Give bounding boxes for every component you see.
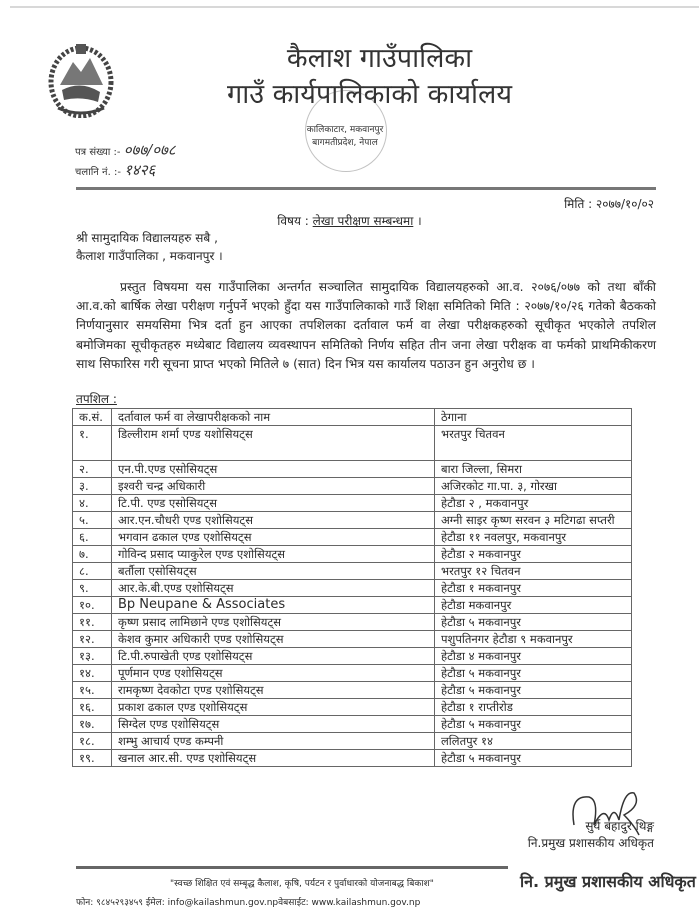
table-row <box>73 631 632 648</box>
cell-address: हेटौडा ५ मकवानपुर <box>435 682 632 699</box>
cell-address: हेटौडा ५ मकवानपुर <box>435 665 632 682</box>
letter-date: मिति : २०७७/१०/०२ <box>564 197 654 211</box>
table-row <box>73 426 632 461</box>
cell-sn: ६. <box>73 529 112 546</box>
subject-end: । <box>417 214 422 228</box>
cell-firm-name: गोविन्द प्रसाद प्याकुरेल एण्ड एशोसियट्स <box>112 546 435 563</box>
cell-sn: ९. <box>73 580 112 597</box>
table-row <box>73 512 632 529</box>
cell-address: अग्नी साइर कृष्ण सरवन ३ मटिगढा सप्तरी <box>435 512 632 529</box>
cell-firm-name: Bp Neupane & Associates <box>112 597 435 614</box>
cell-sn: १८. <box>73 733 112 750</box>
cell-address: हेटौडा २ , मकवानपुर <box>435 495 632 512</box>
cell-firm-name: शम्भु आचार्य एण्ड कम्पनी <box>112 733 435 750</box>
cell-firm-name: बर्तौला एसोसियट्स <box>112 563 435 580</box>
cell-address: पशुपतिनगर हेटौडा ९ मकवानपुर <box>435 631 632 648</box>
letter-number <box>75 140 176 160</box>
dispatch-number-value: १४२६ <box>124 161 156 179</box>
officer-seal-stamp: नि. प्रमुख प्रशासकीय अधिकृत <box>520 872 696 891</box>
table-row <box>73 580 632 597</box>
subject-line <box>0 212 699 229</box>
table-row <box>73 563 632 580</box>
cell-sn: ३. <box>73 478 112 495</box>
table-row <box>73 733 632 750</box>
cell-firm-name: केशव कुमार अधिकारी एण्ड एशोसियट्स <box>112 631 435 648</box>
cell-sn: १२. <box>73 631 112 648</box>
table-row <box>73 699 632 716</box>
cell-firm-name: कृष्ण प्रसाद लामिछाने एण्ड एशोसियट्स <box>112 614 435 631</box>
cell-address: हेटौडा मकवानपुर <box>435 597 632 614</box>
header-address: ठेगाना <box>435 409 632 426</box>
cell-address: ललितपुर १४ <box>435 733 632 750</box>
cell-firm-name: टि.पी. एण्ड एसोसियट्स <box>112 495 435 512</box>
subject-text: लेखा परीक्षण सम्बन्धमा <box>312 214 414 228</box>
office-address <box>290 124 400 150</box>
table-row <box>73 682 632 699</box>
signatory-block <box>528 818 654 852</box>
cell-firm-name: भगवान ढकाल एण्ड एशोसियट्स <box>112 529 435 546</box>
cell-address: हेटौडा २ मकवानपुर <box>435 546 632 563</box>
body-paragraph: प्रस्तुत विषयमा यस गाउँपालिका अन्तर्गत सञ्चालित सामुदायिक विद्यालयहरुको आ.व. २०७६/०७७ को तथा बाँकी आ.व.को बार्षिक लेखा परीक्षण गर्नुपर्ने भएको हुँदा यस गाउँपालिकाको गाउँ शिक्षा समितिको मिति : २०७७/१०/२६ गतेको बैठकको निर्णयानुसार समयसिमा भित्र दर्ता हुन आएका तपशिलका दर्तावाल फर्म वा लेखा परीक्षकहरुको सूचीकृत भएकोले तपशिल बमोजिमका सूचीकृतहरु मध्येबाट विद्यालय व्यवस्थापन समितिको निर्णय सहित तीन जना लेखा परीक्षक वा फर्मको प्राथमिकीकरण साथ सिफारिस गरी सूचना प्राप्त भएको मितिले ७ (सात) दिन भित्र यस कार्यालय पठाउन हुन अनुरोध छ । <box>76 280 656 371</box>
cell-address: बारा जिल्ला, सिमरा <box>435 461 632 478</box>
cell-address: हेटौडा १ मकवानपुर <box>435 580 632 597</box>
table-row <box>73 529 632 546</box>
cell-sn: १९. <box>73 750 112 767</box>
cell-sn: ७. <box>73 546 112 563</box>
cell-address: भरतपुर १२ चितवन <box>435 563 632 580</box>
letter-number-label: पत्र संख्या :- <box>75 147 121 158</box>
table-row <box>73 597 632 614</box>
cell-address: अजिरकोट गा.पा. ३, गोरखा <box>435 478 632 495</box>
dispatch-number <box>75 160 155 180</box>
dispatch-number-label: चलानि नं. :- <box>75 167 121 178</box>
cell-address: हेटौडा ५ मकवानपुर <box>435 716 632 733</box>
table-row <box>73 495 632 512</box>
cell-address: हेटौडा ५ मकवानपुर <box>435 750 632 767</box>
table-row <box>73 750 632 767</box>
cell-firm-name: टि.पी.रुपाखेती एण्ड एशोसियट्स <box>112 648 435 665</box>
cell-firm-name: खनाल आर.सी. एण्ड एशोसियट्स <box>112 750 435 767</box>
org-title: कैलाश गाउँपालिका <box>286 43 473 74</box>
cell-firm-name: प्रकाश ढकाल एण्ड एशोसियट्स <box>112 699 435 716</box>
addressee-line2: कैलाश गाउँपालिका , मकवानपुर । <box>76 249 223 263</box>
office-title: गाउँ कार्यपालिकाको कार्यालय <box>227 79 512 110</box>
table-row <box>73 716 632 733</box>
cell-firm-name: रामकृष्ण देवकोटा एण्ड एशोसियट्स <box>112 682 435 699</box>
cell-firm-name: डिल्लीराम शर्मा एण्ड यशोसियट्स <box>112 426 435 461</box>
cell-address: हेटौडा ११ नवलपुर, मकवानपुर <box>435 529 632 546</box>
cell-firm-name: इश्वरी चन्द्र अधिकारी <box>112 478 435 495</box>
cell-firm-name: सिग्देल एण्ड एशोसियट्स <box>112 716 435 733</box>
details-label: तपशिल : <box>76 392 117 406</box>
header-name: दर्तावाल फर्म वा लेखापरीक्षकको नाम <box>112 409 435 426</box>
footer-motto: "स्वच्छ शिक्षित एवं सम्बृद्ध कैलाश, कृषि, पर्यटन र पुर्वाधारको योजनाबद्ध बिकाश" <box>170 879 434 889</box>
footer-divider <box>76 866 508 869</box>
cell-address: हेटौडा ४ मकवानपुर <box>435 648 632 665</box>
cell-address: भरतपुर चितवन <box>435 426 632 461</box>
cell-firm-name: एन.पी.एण्ड एसोसियट्स <box>112 461 435 478</box>
cell-firm-name: पूर्णमान एण्ड एशोसियट्स <box>112 665 435 682</box>
table-row <box>73 546 632 563</box>
cell-sn: १. <box>73 426 112 461</box>
cell-sn: १३. <box>73 648 112 665</box>
subject-label: विषय : <box>277 214 309 228</box>
signatory-title: नि.प्रमुख प्रशासकीय अधिकृत <box>527 836 654 850</box>
table-row <box>73 665 632 682</box>
footer-contact: फोन: ९८४५२९३४५९ ईमेल: info@kailashmun.gov.npवेबसाईट: www.kailashmun.gov.np <box>76 898 421 908</box>
table-row <box>73 461 632 478</box>
cell-sn: १०. <box>73 597 112 614</box>
table-header-row <box>73 409 632 426</box>
cell-sn: १५. <box>73 682 112 699</box>
cell-sn: २. <box>73 461 112 478</box>
table-row <box>73 648 632 665</box>
scan-edge-line <box>10 6 699 8</box>
address-line2: बागमतीप्रदेश, नेपाल <box>312 138 378 148</box>
header-divider <box>76 187 656 190</box>
letter-number-value: ०७७/०७८ <box>123 141 176 159</box>
cell-address: हेटौडा ५ मकवानपुर <box>435 614 632 631</box>
signatory-name: सुर्य बहादुर थिङ्ग <box>585 819 654 833</box>
header-sn: क.सं. <box>73 409 112 426</box>
cell-sn: १६. <box>73 699 112 716</box>
cell-sn: ८. <box>73 563 112 580</box>
cell-address: हेटौडा १ राप्तीरोड <box>435 699 632 716</box>
table-row <box>73 614 632 631</box>
cell-sn: १४. <box>73 665 112 682</box>
addressee-line1: श्री सामुदायिक विद्यालयहरु सबै , <box>76 231 218 245</box>
cell-sn: ११. <box>73 614 112 631</box>
address-line1: कालिकाटार, मकवानपुर <box>306 125 384 135</box>
auditor-list-table <box>72 408 632 767</box>
cell-sn: ५. <box>73 512 112 529</box>
cell-firm-name: आर.एन.चौधरी एण्ड एशोसियट्स <box>112 512 435 529</box>
table-row <box>73 478 632 495</box>
cell-sn: १७. <box>73 716 112 733</box>
cell-sn: ४. <box>73 495 112 512</box>
cell-firm-name: आर.के.बी.एण्ड एशोसियट्स <box>112 580 435 597</box>
